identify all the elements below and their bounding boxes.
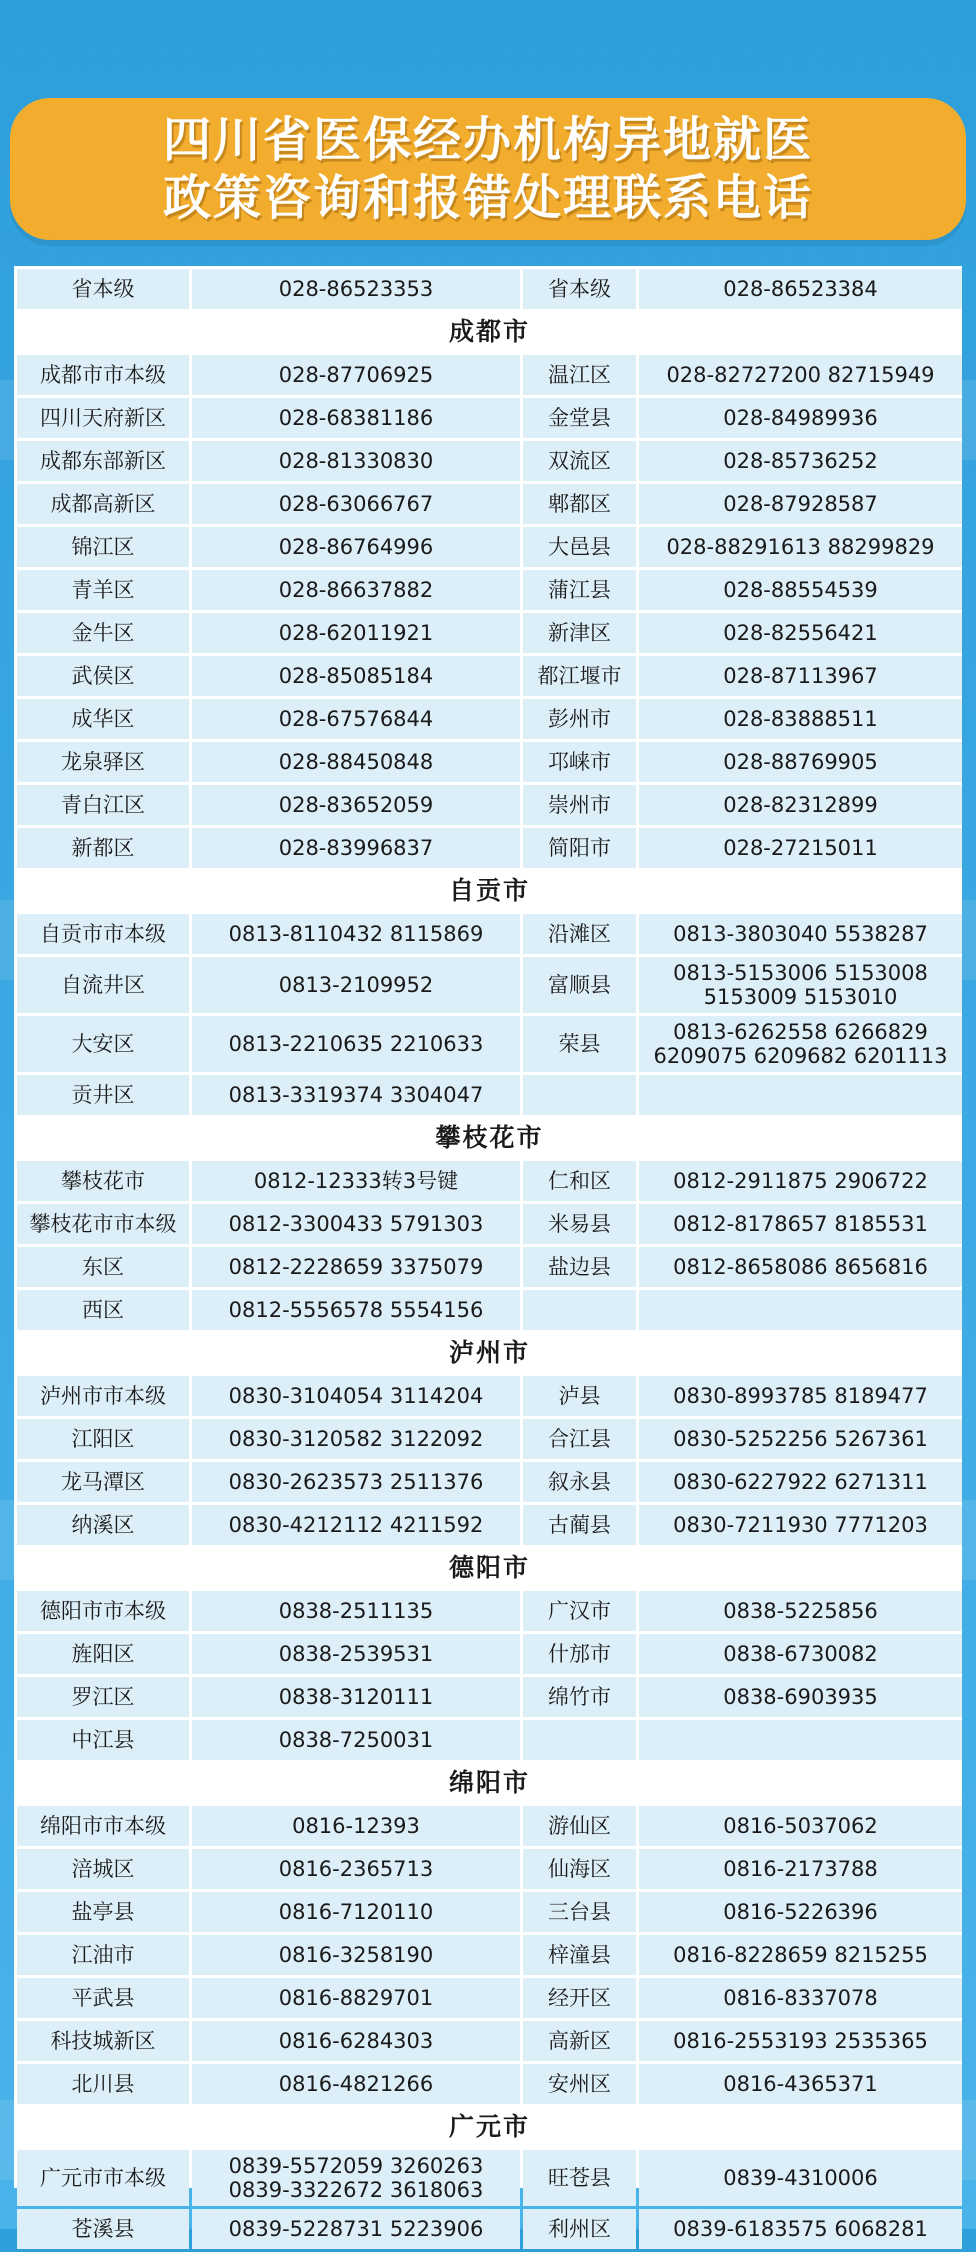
phone-number xyxy=(192,1849,520,1889)
table-row xyxy=(17,1204,962,1244)
phone-number xyxy=(639,742,962,782)
phone-line: 0838-6730082 xyxy=(723,1642,878,1666)
phone-number xyxy=(192,441,520,481)
table-row xyxy=(17,1591,962,1631)
section-title: 成都市 xyxy=(17,312,962,352)
phone-line: 0813-5153006 5153008 xyxy=(673,961,928,985)
table-row xyxy=(17,613,962,653)
district-name: 温江区 xyxy=(523,355,636,395)
table-row xyxy=(17,1806,962,1846)
section-header-row xyxy=(17,2107,962,2147)
phone-number xyxy=(639,1978,962,2018)
phone-number xyxy=(639,2209,962,2249)
table-row xyxy=(17,914,962,954)
district-name: 新都区 xyxy=(17,828,189,868)
table-row xyxy=(17,1462,962,1502)
district-name: 罗江区 xyxy=(17,1677,189,1717)
table-row xyxy=(17,355,962,395)
district-name: 金堂县 xyxy=(523,398,636,438)
phone-line: 0812-3300433 5791303 xyxy=(228,1212,484,1236)
district-name: 古蔺县 xyxy=(523,1505,636,1545)
district-name: 广汉市 xyxy=(523,1591,636,1631)
phone-number xyxy=(639,1720,962,1760)
phone-line: 0813-3319374 3304047 xyxy=(228,1083,484,1107)
phone-number xyxy=(639,656,962,696)
phone-number xyxy=(639,1677,962,1717)
table-row xyxy=(17,441,962,481)
section-title: 广元市 xyxy=(17,2107,962,2147)
phone-number xyxy=(192,1634,520,1674)
district-name: 沿滩区 xyxy=(523,914,636,954)
district-name: 攀枝花市市本级 xyxy=(17,1204,189,1244)
district-name: 什邡市 xyxy=(523,1634,636,1674)
section-header-row xyxy=(17,1333,962,1373)
phone-line: 0816-12393 xyxy=(292,1814,420,1838)
district-name: 德阳市市本级 xyxy=(17,1591,189,1631)
district-name: 三台县 xyxy=(523,1892,636,1932)
phone-line: 0813-8110432 8115869 xyxy=(228,922,484,946)
table-row xyxy=(17,1677,962,1717)
section-title: 德阳市 xyxy=(17,1548,962,1588)
table-row xyxy=(17,2021,962,2061)
table-row xyxy=(17,785,962,825)
phone-number xyxy=(192,613,520,653)
phone-number xyxy=(639,957,962,1013)
phone-number xyxy=(192,1892,520,1932)
phone-number xyxy=(639,2064,962,2104)
phone-line: 5153009 5153010 xyxy=(703,985,898,1009)
district-name: 省本级 xyxy=(523,269,636,309)
district-name: 游仙区 xyxy=(523,1806,636,1846)
phone-number xyxy=(639,1591,962,1631)
phone-number xyxy=(192,2021,520,2061)
phone-number xyxy=(192,1075,520,1115)
phone-line: 0816-2365713 xyxy=(278,1857,434,1881)
district-name: 北川县 xyxy=(17,2064,189,2104)
phone-line: 0838-7250031 xyxy=(278,1728,434,1752)
title-line-1: 四川省医保经办机构异地就医 xyxy=(162,112,813,168)
phone-number xyxy=(639,1161,962,1201)
phone-line: 028-88450848 xyxy=(278,750,434,774)
phone-number xyxy=(639,269,962,309)
table-row xyxy=(17,656,962,696)
district-name: 西区 xyxy=(17,1290,189,1330)
phone-line: 0813-3803040 5538287 xyxy=(673,922,928,946)
table-row xyxy=(17,742,962,782)
phone-number xyxy=(639,1016,962,1072)
phone-line: 0839-6183575 6068281 xyxy=(673,2217,928,2241)
table-row xyxy=(17,1290,962,1330)
table-row xyxy=(17,1075,962,1115)
contact-table-body xyxy=(17,269,962,2249)
phone-number xyxy=(192,1016,520,1072)
phone-line: 0830-5252256 5267361 xyxy=(673,1427,928,1451)
phone-number xyxy=(639,398,962,438)
phone-line: 0816-7120110 xyxy=(278,1900,434,1924)
district-name: 盐边县 xyxy=(523,1247,636,1287)
phone-number xyxy=(192,1935,520,1975)
table-row xyxy=(17,1720,962,1760)
phone-line: 028-87706925 xyxy=(278,363,434,387)
phone-number xyxy=(639,2150,962,2206)
phone-line: 028-88291613 88299829 xyxy=(666,535,935,559)
table-row xyxy=(17,269,962,309)
table-row xyxy=(17,2209,962,2249)
section-header-row xyxy=(17,312,962,352)
phone-number xyxy=(639,527,962,567)
section-title: 攀枝花市 xyxy=(17,1118,962,1158)
phone-line: 028-62011921 xyxy=(278,621,434,645)
phone-number xyxy=(639,1892,962,1932)
contact-table-container xyxy=(14,266,962,2241)
section-title: 泸州市 xyxy=(17,1333,962,1373)
table-row xyxy=(17,1634,962,1674)
title-line-2: 政策咨询和报错处理联系电话 xyxy=(162,170,813,226)
table-row xyxy=(17,1505,962,1545)
district-name: 省本级 xyxy=(17,269,189,309)
phone-line: 028-86764996 xyxy=(278,535,434,559)
district-name: 武侯区 xyxy=(17,656,189,696)
phone-number xyxy=(192,785,520,825)
district-name: 仙海区 xyxy=(523,1849,636,1889)
phone-line: 028-83652059 xyxy=(278,793,434,817)
table-row xyxy=(17,570,962,610)
phone-number xyxy=(639,355,962,395)
district-name: 龙马潭区 xyxy=(17,1462,189,1502)
district-name: 广元市市本级 xyxy=(17,2150,189,2206)
district-name: 成华区 xyxy=(17,699,189,739)
district-name: 旌阳区 xyxy=(17,1634,189,1674)
phone-number xyxy=(639,1204,962,1244)
section-header-row xyxy=(17,1548,962,1588)
phone-number xyxy=(639,1505,962,1545)
phone-line: 6209075 6209682 6201113 xyxy=(653,1044,948,1068)
table-row xyxy=(17,1247,962,1287)
district-name: 简阳市 xyxy=(523,828,636,868)
phone-line: 0812-2228659 3375079 xyxy=(228,1255,484,1279)
phone-number xyxy=(192,1462,520,1502)
district-name: 龙泉驿区 xyxy=(17,742,189,782)
table-row xyxy=(17,2064,962,2104)
phone-number xyxy=(639,441,962,481)
district-name: 江阳区 xyxy=(17,1419,189,1459)
phone-number xyxy=(192,914,520,954)
phone-line: 0812-5556578 5554156 xyxy=(228,1298,484,1322)
section-title: 绵阳市 xyxy=(17,1763,962,1803)
district-name: 绵竹市 xyxy=(523,1677,636,1717)
phone-number xyxy=(639,1849,962,1889)
district-name: 郫都区 xyxy=(523,484,636,524)
table-row xyxy=(17,1892,962,1932)
phone-number xyxy=(639,1247,962,1287)
phone-line: 028-67576844 xyxy=(278,707,434,731)
phone-number xyxy=(192,1591,520,1631)
table-row xyxy=(17,1376,962,1416)
district-name: 青羊区 xyxy=(17,570,189,610)
district-name: 米易县 xyxy=(523,1204,636,1244)
phone-line: 0812-12333转3号键 xyxy=(253,1169,459,1193)
phone-line: 0830-2623573 2511376 xyxy=(228,1470,484,1494)
phone-line: 0816-6284303 xyxy=(278,2029,434,2053)
district-name: 合江县 xyxy=(523,1419,636,1459)
phone-number xyxy=(639,914,962,954)
phone-number xyxy=(192,699,520,739)
district-name: 大安区 xyxy=(17,1016,189,1072)
phone-number xyxy=(639,484,962,524)
district-name: 涪城区 xyxy=(17,1849,189,1889)
district-name: 成都高新区 xyxy=(17,484,189,524)
phone-line: 0838-3120111 xyxy=(278,1685,434,1709)
phone-number xyxy=(639,1376,962,1416)
phone-line: 0830-3120582 3122092 xyxy=(228,1427,484,1451)
phone-line: 028-86523353 xyxy=(278,277,434,301)
district-name: 邛崃市 xyxy=(523,742,636,782)
phone-number xyxy=(192,1720,520,1760)
phone-line: 0839-3322672 3618063 xyxy=(228,2178,484,2202)
district-name: 蒲江县 xyxy=(523,570,636,610)
phone-line: 0812-8178657 8185531 xyxy=(673,1212,928,1236)
phone-line: 028-82312899 xyxy=(723,793,878,817)
phone-line: 028-84989936 xyxy=(723,406,878,430)
phone-number xyxy=(192,957,520,1013)
district-name: 平武县 xyxy=(17,1978,189,2018)
phone-number xyxy=(192,742,520,782)
phone-line: 028-87113967 xyxy=(723,664,878,688)
phone-number xyxy=(192,1204,520,1244)
phone-line: 0813-2109952 xyxy=(278,973,434,997)
district-name: 高新区 xyxy=(523,2021,636,2061)
phone-number xyxy=(639,1806,962,1846)
phone-number xyxy=(192,1806,520,1846)
district-name: 盐亭县 xyxy=(17,1892,189,1932)
district-name: 苍溪县 xyxy=(17,2209,189,2249)
table-row xyxy=(17,828,962,868)
district-name: 新津区 xyxy=(523,613,636,653)
phone-number xyxy=(192,656,520,696)
phone-line: 028-63066767 xyxy=(278,492,434,516)
phone-number xyxy=(192,2150,520,2206)
phone-line: 0813-6262558 6266829 xyxy=(673,1020,928,1044)
district-name: 贡井区 xyxy=(17,1075,189,1115)
district-name xyxy=(523,1290,636,1330)
table-row xyxy=(17,484,962,524)
phone-line: 028-82556421 xyxy=(723,621,878,645)
phone-line: 0830-4212112 4211592 xyxy=(228,1513,484,1537)
phone-number xyxy=(192,828,520,868)
phone-line: 0816-2173788 xyxy=(723,1857,878,1881)
phone-number xyxy=(192,2209,520,2249)
district-name: 青白江区 xyxy=(17,785,189,825)
phone-line: 0838-2539531 xyxy=(278,1642,434,1666)
phone-number xyxy=(639,570,962,610)
phone-line: 0816-4821266 xyxy=(278,2072,434,2096)
phone-line: 0830-7211930 7771203 xyxy=(673,1513,928,1537)
phone-line: 0830-6227922 6271311 xyxy=(673,1470,928,1494)
district-name: 泸州市市本级 xyxy=(17,1376,189,1416)
district-name xyxy=(523,1720,636,1760)
phone-line: 0830-3104054 3114204 xyxy=(228,1384,484,1408)
phone-line: 0839-5572059 3260263 xyxy=(228,2154,484,2178)
table-row xyxy=(17,957,962,1013)
district-name: 梓潼县 xyxy=(523,1935,636,1975)
phone-number xyxy=(639,785,962,825)
district-name: 富顺县 xyxy=(523,957,636,1013)
district-name: 安州区 xyxy=(523,2064,636,2104)
phone-number xyxy=(639,1419,962,1459)
district-name: 江油市 xyxy=(17,1935,189,1975)
table-row xyxy=(17,1016,962,1072)
district-name: 纳溪区 xyxy=(17,1505,189,1545)
phone-number xyxy=(639,1075,962,1115)
district-name: 旺苍县 xyxy=(523,2150,636,2206)
phone-line: 028-68381186 xyxy=(278,406,434,430)
district-name: 叙永县 xyxy=(523,1462,636,1502)
phone-line: 0812-8658086 8656816 xyxy=(673,1255,928,1279)
contact-table xyxy=(14,266,965,2252)
phone-line: 0812-2911875 2906722 xyxy=(673,1169,928,1193)
phone-line: 0839-4310006 xyxy=(723,2166,878,2190)
phone-number xyxy=(639,699,962,739)
phone-line: 0816-8337078 xyxy=(723,1986,878,2010)
phone-line: 0813-2210635 2210633 xyxy=(228,1032,484,1056)
district-name: 四川天府新区 xyxy=(17,398,189,438)
section-title: 自贡市 xyxy=(17,871,962,911)
district-name: 利州区 xyxy=(523,2209,636,2249)
phone-number xyxy=(192,1290,520,1330)
district-name: 东区 xyxy=(17,1247,189,1287)
district-name: 双流区 xyxy=(523,441,636,481)
table-row xyxy=(17,699,962,739)
district-name: 荣县 xyxy=(523,1016,636,1072)
district-name: 仁和区 xyxy=(523,1161,636,1201)
district-name xyxy=(523,1075,636,1115)
phone-number xyxy=(192,1161,520,1201)
district-name: 锦江区 xyxy=(17,527,189,567)
phone-number xyxy=(192,570,520,610)
table-row xyxy=(17,527,962,567)
phone-number xyxy=(639,613,962,653)
district-name: 都江堰市 xyxy=(523,656,636,696)
section-header-row xyxy=(17,1118,962,1158)
phone-number xyxy=(639,2021,962,2061)
phone-number xyxy=(192,1419,520,1459)
phone-number xyxy=(639,1290,962,1330)
phone-number xyxy=(192,355,520,395)
phone-line: 0816-4365371 xyxy=(723,2072,878,2096)
district-name: 自流井区 xyxy=(17,957,189,1013)
table-row xyxy=(17,1161,962,1201)
table-row xyxy=(17,1849,962,1889)
phone-line: 0816-8829701 xyxy=(278,1986,434,2010)
district-name: 自贡市市本级 xyxy=(17,914,189,954)
phone-number xyxy=(639,1935,962,1975)
phone-line: 028-83888511 xyxy=(723,707,878,731)
phone-number xyxy=(639,1462,962,1502)
table-row xyxy=(17,1419,962,1459)
table-row xyxy=(17,2150,962,2206)
phone-line: 0816-2553193 2535365 xyxy=(673,2029,928,2053)
phone-number xyxy=(192,1505,520,1545)
phone-line: 028-86637882 xyxy=(278,578,434,602)
phone-line: 028-27215011 xyxy=(723,836,878,860)
phone-number xyxy=(192,398,520,438)
table-row xyxy=(17,1935,962,1975)
table-row xyxy=(17,1978,962,2018)
phone-number xyxy=(192,527,520,567)
phone-line: 0816-3258190 xyxy=(278,1943,434,1967)
district-name: 科技城新区 xyxy=(17,2021,189,2061)
phone-line: 0838-6903935 xyxy=(723,1685,878,1709)
phone-line: 0830-8993785 8189477 xyxy=(673,1384,928,1408)
district-name: 绵阳市市本级 xyxy=(17,1806,189,1846)
phone-number xyxy=(639,828,962,868)
district-name: 中江县 xyxy=(17,1720,189,1760)
district-name: 崇州市 xyxy=(523,785,636,825)
phone-number xyxy=(192,269,520,309)
phone-number xyxy=(192,1376,520,1416)
phone-line: 028-87928587 xyxy=(723,492,878,516)
district-name: 攀枝花市 xyxy=(17,1161,189,1201)
phone-line: 028-86523384 xyxy=(723,277,878,301)
phone-line: 028-88769905 xyxy=(723,750,878,774)
phone-line: 0816-5037062 xyxy=(723,1814,878,1838)
phone-number xyxy=(192,1677,520,1717)
phone-line: 0838-2511135 xyxy=(278,1599,434,1623)
phone-line: 028-83996837 xyxy=(278,836,434,860)
phone-line: 0816-8228659 8215255 xyxy=(673,1943,928,1967)
phone-number xyxy=(192,484,520,524)
district-name: 成都东部新区 xyxy=(17,441,189,481)
phone-line: 028-82727200 82715949 xyxy=(666,363,935,387)
district-name: 大邑县 xyxy=(523,527,636,567)
phone-number xyxy=(192,2064,520,2104)
table-row xyxy=(17,398,962,438)
title-banner xyxy=(10,98,966,240)
phone-line: 0816-5226396 xyxy=(723,1900,878,1924)
phone-number xyxy=(192,1978,520,2018)
phone-line: 028-81330830 xyxy=(278,449,434,473)
section-header-row xyxy=(17,1763,962,1803)
section-header-row xyxy=(17,871,962,911)
phone-number xyxy=(192,1247,520,1287)
district-name: 成都市市本级 xyxy=(17,355,189,395)
phone-line: 0838-5225856 xyxy=(723,1599,878,1623)
phone-line: 028-88554539 xyxy=(723,578,878,602)
phone-line: 028-85736252 xyxy=(723,449,878,473)
phone-line: 028-85085184 xyxy=(278,664,434,688)
phone-number xyxy=(639,1634,962,1674)
district-name: 经开区 xyxy=(523,1978,636,2018)
district-name: 彭州市 xyxy=(523,699,636,739)
district-name: 泸县 xyxy=(523,1376,636,1416)
phone-line: 0839-5228731 5223906 xyxy=(228,2217,484,2241)
district-name: 金牛区 xyxy=(17,613,189,653)
